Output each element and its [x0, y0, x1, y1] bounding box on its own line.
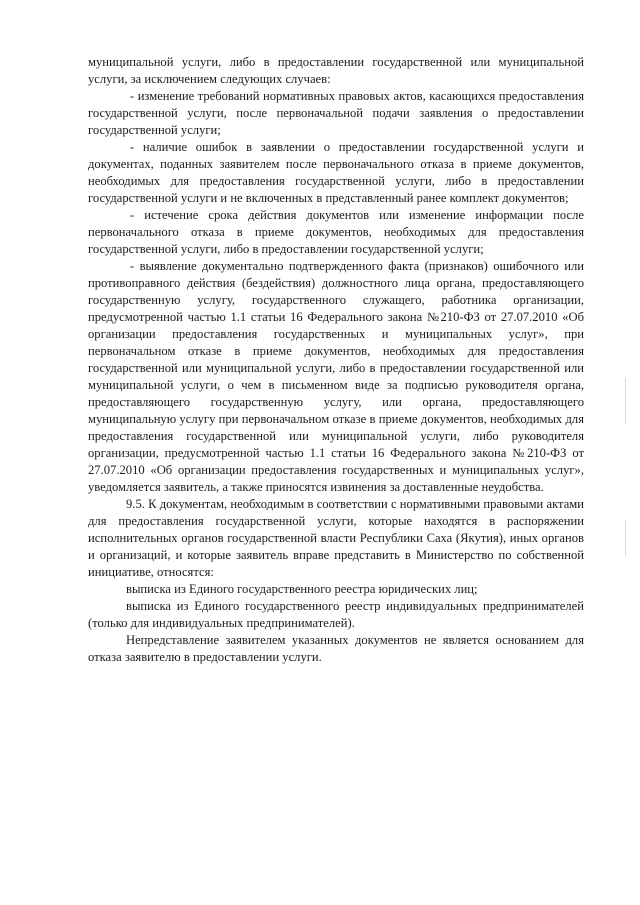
- paragraph-item-regulation-change: - изменение требований нормативных правовых актов, касающихся предоставления государственной услуги, после первоначальной подачи заявления о предоставлении государственной услуги;: [88, 89, 584, 137]
- paragraph-non-submission: Непредставление заявителем указанных документов не является основанием для отказа заявителю в предоставлении услуги.: [88, 633, 584, 664]
- paragraph-item-expiry: - истечение срока действия документов или изменение информации после первоначального отказа в приеме документов, необходимых для предоставления государственной услуги, либо в предоставлении государственной услуги;: [88, 208, 584, 256]
- paragraph-exceptions-intro: муниципальной услуги, либо в предоставлении государственной или муниципальной услуги, за исключением следующих случаев:: [88, 55, 584, 86]
- paragraph-clause-9-5: 9.5. К документам, необходимым в соответствии с нормативными правовыми актами для предоставления государственной услуги, которые находятся в распоряжении исполнительных органов государственной власти Республики Саха (Якутия), иных органов и организаций, и которые заявитель вправе представить в Министерство по собственной инициативе, относятся:: [88, 497, 584, 579]
- paragraph-item-misconduct: - выявление документально подтвержденного факта (признаков) ошибочного или противоправного действия (бездействия) должностного лица органа, предоставляющего государственную услугу, государственного служащего, работника организации, предусмотренной частью 1.1 статьи 16 Федерального закона №210-ФЗ от 27.07.2010 «Об организации предоставления государственных и муниципальных услуг», при первоначальном отказе в приеме документов, необходимых для предоставления государственной или муниципальной услуги, либо в предоставлении государственной или муниципальной услуги, о чем в письменном виде за подписью руководителя органа, предоставляющего государственную услугу, или органа, предоставляющего муниципальную услугу при первоначальном отказе в приеме документов, необходимых для предоставления государственной или муниципальной услуги, либо руководителя организации, предусмотренной частью 1.1 статьи 16 Федерального закона №210-ФЗ от 27.07.2010 «Об организации предоставления государственных и муниципальных услуг», уведомляется заявитель, а также приносятся извинения за доставленные неудобства.: [88, 259, 584, 494]
- scan-edge-mark-lower: [625, 520, 626, 556]
- scan-edge-mark-upper: [625, 378, 626, 424]
- document-body: [88, 54, 584, 666]
- paragraph-item-errors: - наличие ошибок в заявлении о предоставлении государственной услуги и документах, поданных заявителем после первоначального отказа в приеме документов, необходимых для предоставления государственной услуги, либо в предоставлении государственной услуги и не включенных в представленный ранее комплект документов;: [88, 140, 584, 205]
- paragraph-extract-legal-entities: выписка из Единого государственного реестра юридических лиц;: [126, 582, 478, 596]
- paragraph-extract-entrepreneurs: выписка из Единого государственного реестр индивидуальных предпринимателей (только для индивидуальных предпринимателей).: [88, 599, 584, 630]
